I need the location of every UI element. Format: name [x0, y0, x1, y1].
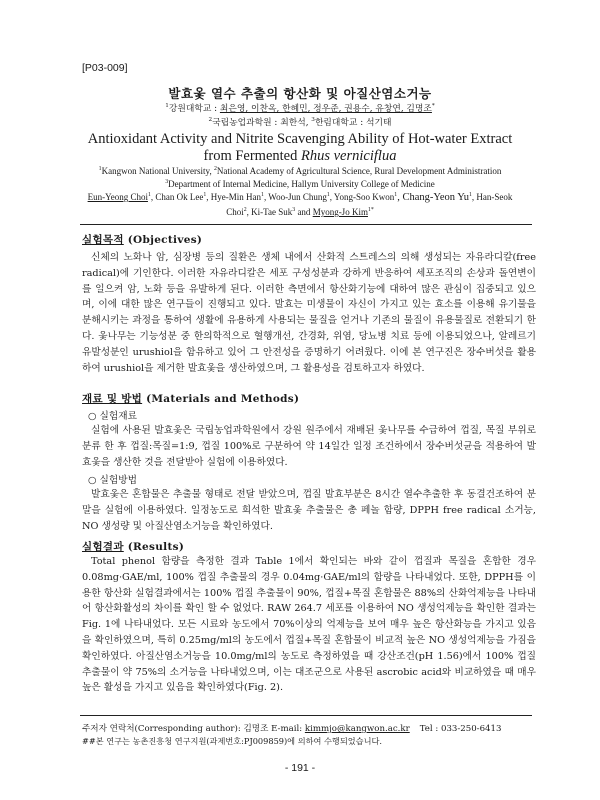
footer-divider: [80, 715, 532, 716]
author-email-link[interactable]: kimmjo@kangwon.ac.kr: [304, 724, 410, 734]
funding-note: ##본 연구는 농촌진흥청 연구지원(과제번호:PJ009859)에 의하여 수행되었습니다.: [82, 736, 382, 746]
methods-paragraph: 발효옻은 혼합물은 추출물 형태로 전달 받았으며, 껍질 발효부분은 8시간 열수추출한 후 동결건조하여 분말을 실험에 이용하였다. 일정농도로 희석한 발효옻 추출물은 총 페놀 함량, DPPH free radical 소거능, NO 생성량 및 아질산염소거능을 확인하였다.: [82, 489, 536, 532]
english-title-line-1: Antioxidant Activity and Nitrite Scavenging Ability of Hot-water Extract: [87, 131, 513, 147]
english-title-line-2: from Fermented Rhus verniciflua: [203, 148, 397, 164]
objectives-heading: 실험목적 (Objectives): [82, 234, 203, 246]
species-name: Rhus verniciflua: [301, 148, 397, 164]
english-affiliation-line-1: $^1$Kangwon National University, $^2$National Academy of Agricultural Science, Rural Development Administration: [98, 166, 502, 176]
methods-heading: 재료 및 방법 (Materials and Methods): [82, 393, 300, 405]
materials-paragraph: 실험에 사용된 발효옻은 국립농업과학원에서 강원 원주에서 재배된 옻나무를 수급하여 껍질, 목질 부위로 분류 한 후 껍질:목질=1:9, 껍질 100%로 구분하여 약 14일간 일정 조건하에서 장수버섯균을 적용하여 발효옻을 생산한 것을 전달받아 실험에 이용하였다.: [82, 425, 536, 468]
korean-title: 발효옻 열수 추출의 항산화 및 아질산염소거능: [168, 86, 432, 101]
english-affiliation-line-2: $^3$Department of Internal Medicine, Hallym University College of Medicine: [165, 179, 435, 189]
header-divider: [80, 224, 532, 225]
korean-affiliation-line-1: $^1$강원대학교 : 최은영, 이찬옥, 한혜민, 정우준, 권용수, 유창연, 김명조*: [165, 103, 435, 114]
methods-subheading: ○ 실험방법: [88, 475, 137, 486]
page-number: - 191 -: [284, 762, 316, 774]
materials-subheading: ○ 실험재료: [88, 411, 137, 422]
objectives-paragraph: 신체의 노화나 암, 심장병 등의 질환은 생체 내에서 산화적 스트레스의 의해 생성되는 자유라디칼(free radical)에 기인한다. 이러한 자유라디칼은 세포 구성성분과 강하게 반응하여 세포조직의 손상과 돌연변이를 일으켜 암, 노화 등을 유발하게 된다. 이러한 측면에서 항산화기능에 대하여 많은 관심이 집중되고 있으며, 이에 대한 많은 연구들이 진행되고 있다. 발효는 미생물이 자신이 가지고 있는 효소를 이용해 유기물을 분해시키는 과정을 통하여 생활에 유용하게 사용되는 물질을 얻거나 기존의 물질이 유용물질로 전환되기 한다. 옻나무는 기능성분 중 한의학적으로 혈행개선, 간경화, 위염, 당뇨병 치료 등에 이용되었으나, 알레르기 유발성분인 urushiol을 함유하고 있어 그 안전성을 증명하기 어려웠다. 이에 본 연구진은 장수버섯을 활용하여 urushiol을 제거한 발효옻을 생산하였으며, 그 활용성을 검토하고자 하였다.: [82, 252, 536, 374]
korean-author-names: 최은영, 이찬옥, 한혜민, 정우준, 권용수, 유창연, 김명조: [219, 104, 432, 114]
korean-affiliation-line-2: $^2$국립농업과학원 : 최한석, $^3$한림대학교 : 석기태: [208, 117, 392, 128]
english-authors-line-2: Choi$^2$, Ki-Tae Suk$^3$ and Myong-Jo Kim$^{1*}$: [226, 207, 374, 217]
results-heading: 실험결과 (Results): [82, 541, 185, 553]
results-paragraph: Total phenol 함량을 측정한 결과 Table 1에서 확인되는 바와 같이 껍질과 목질을 혼합한 경우 0.08mg·GAE/ml, 100% 껍질 추출물의 경우 0.04mg·GAE/ml의 함량을 나타내었다. 또한, DPPH를 이용한 항산화 실험결과에서는 100% 껍질 추출물이 90%, 껍질+목질 혼합물은 88%의 산화억제능을 나타내어 항산화활성의 차이를 확인 할 수 없었다. RAW 264.7 세포를 이용하여 NO 생성억제능을 확인한 결과는 Fig. 1에 나타내었다. 모든 시료와 농도에서 70%이상의 억제능을 보여 매우 높은 항산화능을 가지고 있음을 확인하였으며, 특히 0.25mg/ml의 농도에서 껍질+목질 혼합물이 비교적 높은 NO 생성억제능을 가짐을 확인하였다. 아질산염소거능을 10.0mg/ml의 농도로 측정하였을 때 강산조건(pH 1.56)에서 100% 껍질 추출물이 약 75%의 소거능을 나타내었으며, 이는 대조군으로 사용된 ascrobic acid와 비교하였을 때 매우 높은 활성을 가지고 있음을 확인하였다(Fig. 2).: [82, 556, 536, 694]
english-authors-line-1: Eun-Yeong Choi$^1$, Chan Ok Lee$^1$, Hye-Min Han$^1$, Woo-Jun Chung$^1$, Yong-Soo Kwon$^1$, Chang-Yeon Yu$^1$, Han-Seok: [87, 192, 513, 203]
corresponding-author: 주저자 연락처(Corresponding author): 김명조 E-mail: kimmjo@kangwon.ac.kr Tel : 033-250-6413: [82, 724, 502, 734]
paper-code: [P03-009]: [82, 62, 128, 74]
